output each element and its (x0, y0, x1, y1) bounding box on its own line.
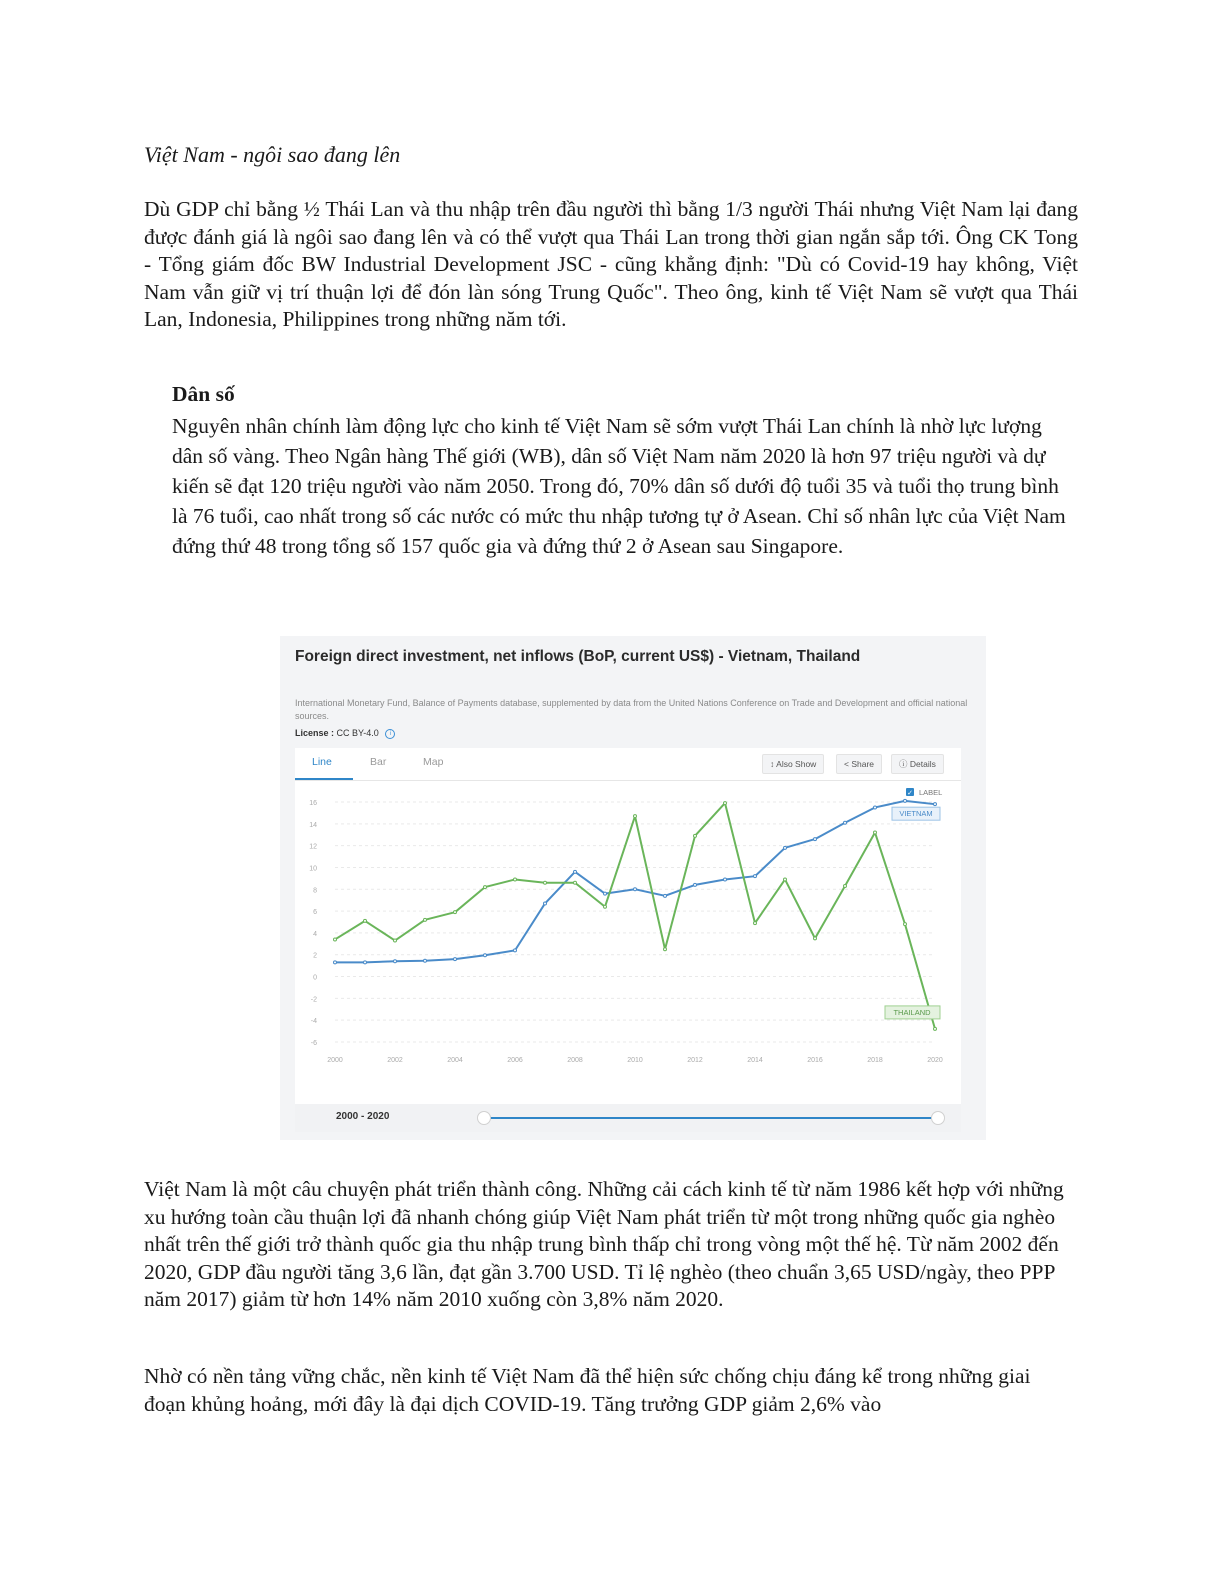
info-icon[interactable]: i (385, 729, 395, 739)
section-heading-dan-so: Dân số (172, 382, 235, 406)
paragraph-after-chart: Việt Nam là một câu chuyện phát triển thành công. Những cải cách kinh tế từ năm 1986 kết hợp với những xu hướng toàn cầu thuận lợi đã nhanh chóng giúp Việt Nam phát triển từ một trong những quốc gia nghèo nhất trên thế giới trở thành quốc gia thu nhập trung bình thấp chỉ trong vòng một thế hệ. Từ năm 2002 đến 2020, GDP đầu người tăng 3,6 lần, đạt gần 3.700 USD. Tỉ lệ nghèo (theo chuẩn 3,65 USD/ngày, theo PPP năm 2017) giảm từ hơn 14% năm 2010 xuống còn 3,8% năm 2020. (144, 1177, 1064, 1311)
y-tick-label: -4 (310, 1018, 317, 1026)
x-tick-label: 2002 (387, 1057, 403, 1064)
data-point-vietnam (514, 949, 517, 952)
data-point-thailand (364, 919, 367, 922)
data-point-vietnam (544, 902, 547, 905)
slider-end-handle[interactable] (931, 1111, 945, 1125)
x-tick-label: 2000 (327, 1057, 343, 1064)
data-point-thailand (694, 834, 697, 837)
data-point-vietnam (784, 846, 787, 849)
x-tick-label: 2020 (927, 1057, 943, 1064)
data-point-thailand (574, 881, 577, 884)
data-point-vietnam (394, 960, 397, 963)
details-button[interactable] (891, 754, 944, 774)
share-button[interactable] (836, 754, 882, 774)
data-point-thailand (334, 938, 337, 941)
x-tick-label: 2010 (627, 1057, 643, 1064)
data-point-thailand (604, 905, 607, 908)
data-point-thailand (454, 911, 457, 914)
data-point-thailand (724, 802, 727, 805)
slider-start-handle[interactable] (477, 1111, 491, 1125)
data-point-vietnam (664, 894, 667, 897)
data-point-thailand (634, 815, 637, 818)
line-chart (295, 784, 961, 1102)
chart-license (295, 728, 395, 739)
tab-bar[interactable]: Bar (370, 756, 387, 768)
data-point-vietnam (484, 954, 487, 957)
x-tick-label: 2014 (747, 1057, 763, 1064)
chart-source: International Monetary Fund, Balance of Payments database, supplemented by data from the United Nations Conference on Trade and Development and official national sources. (295, 698, 968, 721)
y-tick-label: 14 (309, 821, 317, 829)
data-point-vietnam (724, 878, 727, 881)
label-toggle-text: LABEL (919, 788, 943, 797)
y-tick-label: 2 (313, 952, 317, 960)
y-tick-label: 4 (313, 930, 317, 938)
also-show-button[interactable] (762, 754, 824, 774)
data-point-vietnam (844, 821, 847, 824)
data-point-vietnam (694, 883, 697, 886)
data-point-thailand (934, 1027, 937, 1030)
data-point-vietnam (364, 961, 367, 964)
data-point-thailand (844, 885, 847, 888)
chart-title: Foreign direct investment, net inflows (BoP, current US$) - Vietnam, Thailand (295, 648, 861, 665)
thailand-series-label: THAILAND (893, 1007, 931, 1017)
section-paragraph: Nguyên nhân chính làm động lực cho kinh tế Việt Nam sẽ sớm vượt Thái Lan chính là nhờ lực lượng dân số vàng. Theo Ngân hàng Thế giới (WB), dân số Việt Nam năm 2020 là hơn 97 triệu người và dự kiến sẽ đạt 120 triệu người vào năm 2050. Trong đó, 70% dân số dưới độ tuổi 35 và tuổi thọ trung bình là 76 tuổi, cao nhất trong số các nước có mức thu nhập tương tự ở Asean. Chỉ số nhân lực của Việt Nam đứng thứ 48 trong tổng số 157 quốc gia và đứng thứ 2 ở Asean sau Singapore. (172, 414, 1066, 558)
also-show-label: Also Show (776, 759, 817, 769)
data-point-thailand (394, 939, 397, 942)
y-tick-label: -6 (310, 1040, 317, 1047)
data-point-vietnam (334, 961, 337, 964)
data-point-thailand (814, 937, 817, 940)
y-tick-label: 16 (309, 800, 317, 807)
data-point-thailand (754, 922, 757, 925)
x-tick-label: 2018 (867, 1057, 883, 1064)
details-label: Details (909, 759, 936, 769)
x-tick-label: 2016 (807, 1057, 823, 1064)
checkmark-icon: ✓ (907, 789, 913, 797)
year-range-label: 2000 - 2020 (336, 1111, 390, 1122)
y-tick-label: 12 (309, 843, 317, 851)
y-tick-label: 0 (313, 974, 317, 982)
data-point-vietnam (574, 870, 577, 873)
license-label: License : (295, 728, 335, 738)
x-tick-label: 2006 (507, 1057, 523, 1064)
tab-line[interactable]: Line (312, 756, 332, 768)
data-point-vietnam (634, 888, 637, 891)
fdi-chart-image (280, 636, 986, 1140)
slider-track[interactable] (483, 1117, 937, 1119)
final-paragraph: Nhờ có nền tảng vững chắc, nền kinh tế Việt Nam đã thể hiện sức chống chịu đáng kể trong những giai đoạn khủng hoảng, mới đây là đại dịch COVID-19. Tăng trưởng GDP giảm 2,6% vào (144, 1364, 1031, 1416)
details-icon: ⓘ (899, 759, 908, 769)
data-point-vietnam (874, 806, 877, 809)
intro-paragraph: Dù GDP chỉ bằng ½ Thái Lan và thu nhập trên đầu người thì bằng 1/3 người Thái nhưng Việt Nam lại đang được đánh giá là ngôi sao đang lên và có thể vượt qua Thái Lan trong thời gian ngắn sắp tới. Ông CK Tong - Tổng giám đốc BW Industrial Development JSC - cũng khẳng định: "Dù có Covid-19 hay không, Việt Nam vẫn giữ vị trí thuận lợi để đón làn sóng Trung Quốc". Theo ông, kinh tế Việt Nam sẽ vượt qua Thái Lan, Indonesia, Philippines trong những năm tới. (144, 197, 1078, 331)
tab-map[interactable]: Map (423, 756, 444, 768)
data-point-vietnam (424, 959, 427, 962)
data-point-vietnam (904, 799, 907, 802)
data-point-thailand (544, 881, 547, 884)
data-point-thailand (484, 886, 487, 889)
y-tick-label: 10 (309, 865, 317, 873)
x-tick-label: 2008 (567, 1057, 583, 1064)
data-point-thailand (874, 831, 877, 834)
data-point-thailand (664, 948, 667, 951)
data-point-vietnam (604, 892, 607, 895)
series-line-thailand (335, 803, 935, 1029)
also-show-icon: ↕ (770, 759, 775, 769)
chart-panel (295, 748, 961, 1132)
x-tick-label: 2012 (687, 1057, 703, 1064)
series-line-vietnam (335, 801, 935, 962)
y-tick-label: 6 (313, 909, 317, 917)
x-tick-label: 2004 (447, 1057, 463, 1064)
data-point-thailand (904, 923, 907, 926)
data-point-thailand (424, 918, 427, 921)
license-value[interactable]: CC BY-4.0 (336, 728, 379, 738)
data-point-thailand (784, 878, 787, 881)
data-point-vietnam (814, 838, 817, 841)
data-point-thailand (514, 878, 517, 881)
data-point-vietnam (454, 958, 457, 961)
share-label: Share (851, 759, 875, 769)
share-icon: < (844, 759, 849, 769)
year-range-slider (295, 1104, 961, 1132)
article-italic-heading: Việt Nam - ngôi sao đang lên (144, 142, 401, 167)
data-point-vietnam (934, 803, 937, 806)
data-point-vietnam (754, 875, 757, 878)
y-tick-label: -2 (310, 996, 317, 1004)
vietnam-series-label: VIETNAM (899, 809, 933, 819)
y-tick-label: 8 (313, 887, 317, 895)
tab-divider (295, 780, 961, 781)
